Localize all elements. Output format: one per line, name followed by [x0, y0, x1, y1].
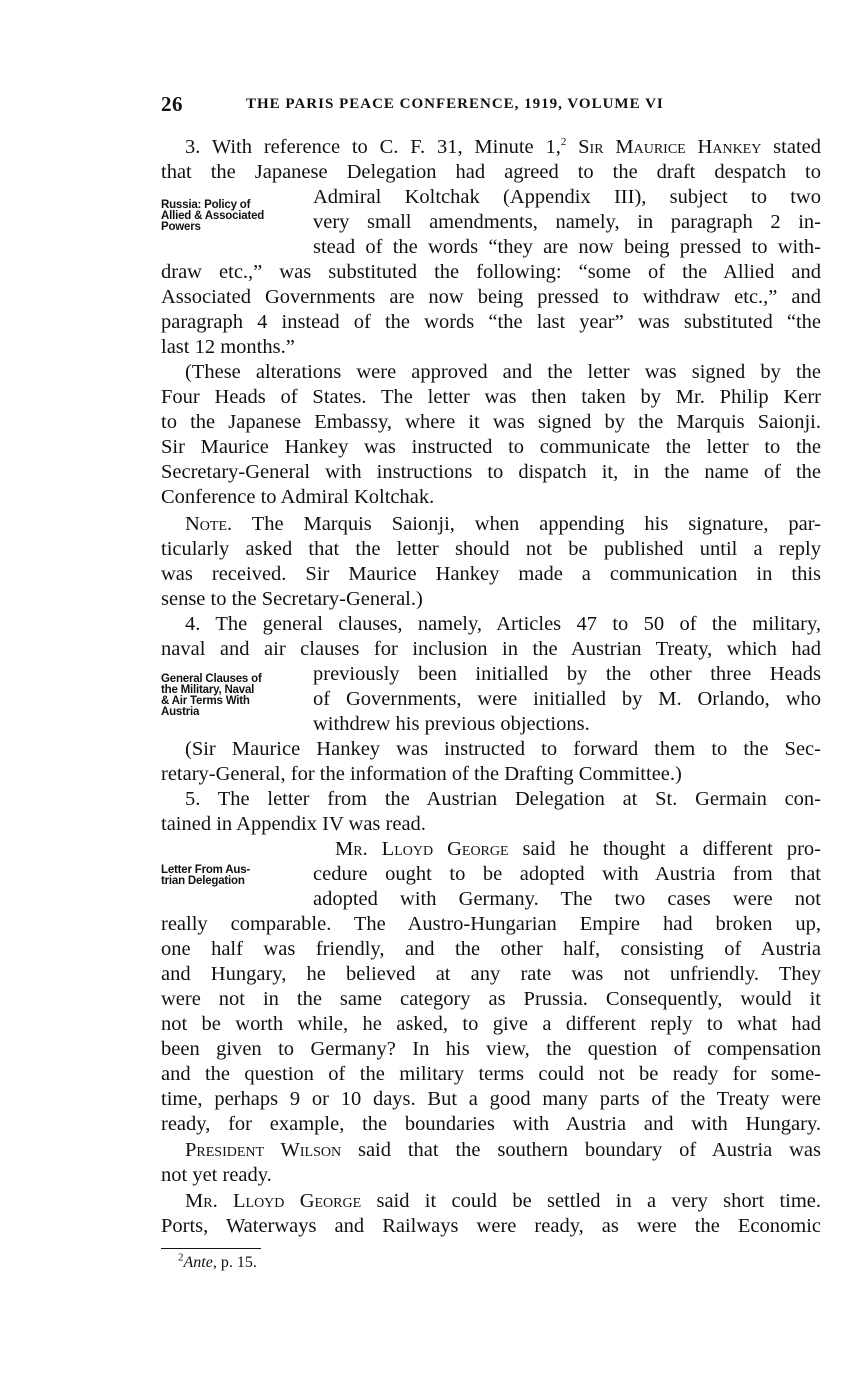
text-line: naval and air clauses for inclusion in the Austrian Treaty, which had	[161, 638, 821, 660]
sidenote-general-clauses	[161, 674, 262, 718]
text-line: not yet ready.	[161, 1164, 272, 1186]
sidenote-line: Austria	[161, 706, 200, 718]
text-line: adopted with Germany. The two cases were not	[313, 888, 821, 910]
text-line: one half was friendly, and the other half, consisting of Austria	[161, 938, 821, 960]
footnote-ref: 2	[560, 136, 567, 149]
sidenote-russia	[161, 200, 264, 233]
text-line: cedure ought to be adopted with Austria from that	[313, 863, 821, 885]
footnote: $^2$Ante, p. 15.	[178, 1251, 257, 1271]
text-line: President Wilson said that the southern boundary of Austria was	[185, 1139, 821, 1161]
text-line: 3. With reference to C. F. 31, Minute 1,$^2$ Sir Maurice Hankey stated	[185, 136, 821, 158]
sidenote-line: Russia: Policy of	[161, 199, 251, 211]
text-line: Associated Governments are now being pressed to withdraw etc.,” and	[161, 286, 821, 308]
text-line: Ports, Waterways and Railways were ready, as were the Economic	[161, 1215, 821, 1237]
text-line: Sir Maurice Hankey was instructed to communicate the letter to the	[161, 436, 821, 458]
text-line: Admiral Koltchak (Appendix III), subject to two	[313, 186, 821, 208]
footnote-divider	[161, 1248, 261, 1249]
text-line: (These alterations were approved and the letter was signed by the	[185, 361, 821, 383]
text-line: 4. The general clauses, namely, Articles 47 to 50 of the military,	[185, 613, 821, 635]
text-line: not be worth while, he asked, to give a different reply to what had	[161, 1013, 821, 1035]
text-line: really comparable. The Austro-Hungarian Empire had broken up,	[161, 913, 821, 935]
running-header	[161, 92, 821, 118]
text-line: Mr. Lloyd George said it could be settled in a very short time.	[185, 1190, 822, 1212]
text-line: 5. The letter from the Austrian Delegation at St. Germain con-	[185, 788, 821, 810]
sidenote-line: Letter From Aus-	[161, 864, 251, 876]
text-line: tained in Appendix IV was read.	[161, 813, 426, 835]
text-line: to the Japanese Embassy, where it was signed by the Marquis Saionji.	[161, 411, 821, 433]
sidenote-letter-from-austrian-delegation	[161, 865, 250, 887]
text-line: and the question of the military terms could not be ready for some-	[161, 1063, 821, 1085]
sidenote-line: & Air Terms With	[161, 695, 250, 707]
text-line: withdrew his previous objections.	[313, 713, 590, 735]
text-line: very small amendments, namely, in paragraph 2 in-	[313, 211, 821, 233]
text-line: Conference to Admiral Koltchak.	[161, 486, 435, 508]
text-line: (Sir Maurice Hankey was instructed to forward them to the Sec-	[185, 738, 821, 760]
text-line: sense to the Secretary-General.)	[161, 588, 423, 610]
text-line: Four Heads of States. The letter was then taken by Mr. Philip Kerr	[161, 386, 821, 408]
sidenote-line: Powers	[161, 221, 201, 233]
text-line: Secretary-General with instructions to dispatch it, in the name of the	[161, 461, 821, 483]
text-line: of Governments, were initialled by M. Orlando, who	[313, 688, 821, 710]
text-line: retary-General, for the information of the Drafting Committee.)	[161, 763, 682, 785]
text-line: paragraph 4 instead of the words “the last year” was substituted “the	[161, 311, 821, 333]
text-line: were not in the same category as Prussia. Consequently, would it	[161, 988, 821, 1010]
footnote-marker: 2	[178, 1251, 184, 1264]
sidenote-line: the Military, Naval	[161, 684, 255, 696]
text-line: ready, for example, the boundaries with Austria and with Hungary.	[161, 1113, 821, 1135]
text-line: ticularly asked that the letter should not be published until a reply	[161, 538, 821, 560]
text-line: draw etc.,” was substituted the following: “some of the Allied and	[161, 261, 821, 283]
text-line: previously been initialled by the other three Heads	[313, 663, 821, 685]
text-line: and Hungary, he believed at any rate was not unfriendly. They	[161, 963, 821, 985]
sidenote-line: Allied & Associated	[161, 210, 265, 222]
text-line: been given to Germany? In his view, the question of compensation	[161, 1038, 821, 1060]
sidenote-line: trian Delegation	[161, 875, 245, 887]
text-line: was received. Sir Maurice Hankey made a communication in this	[161, 563, 821, 585]
text-line: time, perhaps 9 or 10 days. But a good many parts of the Treaty were	[161, 1088, 821, 1110]
text-line: that the Japanese Delegation had agreed to the draft despatch to	[161, 161, 821, 183]
text-line: last 12 months.”	[161, 336, 295, 358]
page-number: 26	[161, 92, 183, 116]
sidenote-line: General Clauses of	[161, 673, 262, 685]
text-line: Note. The Marquis Saionji, when appending his signature, par-	[185, 513, 821, 535]
text-line: stead of the words “they are now being pressed to with-	[313, 236, 821, 258]
text-line: Mr. Lloyd George said he thought a different pro-	[335, 838, 822, 860]
running-title: THE PARIS PEACE CONFERENCE, 1919, VOLUME VI	[246, 96, 664, 112]
